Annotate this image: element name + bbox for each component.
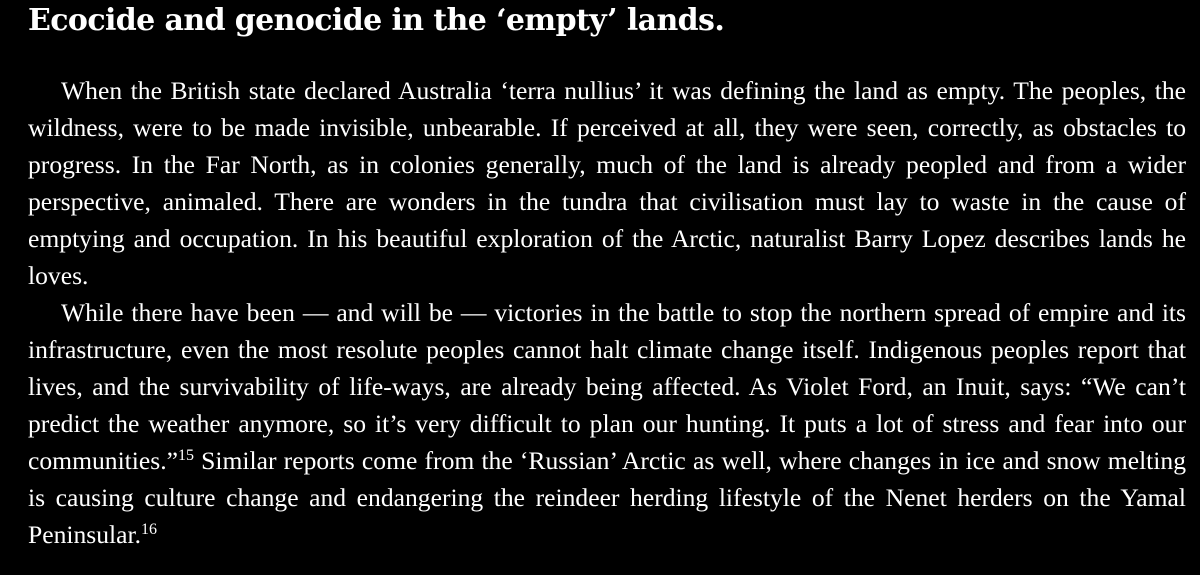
footnote-ref-16[interactable]: 16 <box>141 521 158 538</box>
paragraph-2-text-b: Similar reports come from the ‘Russian’ Arctic as well, where changes in ice and snow melting is causing culture change and endangering the reindeer herding lifestyle of the Nenet herders on the Yamal Peninsular. <box>28 446 1186 549</box>
body-text <box>28 72 1186 553</box>
document-page <box>28 0 1186 553</box>
footnote-ref-15[interactable]: 15 <box>177 447 194 464</box>
paragraph-2 <box>28 294 1186 553</box>
section-heading: Ecocide and genocide in the ‘empty’ lands. <box>28 3 725 38</box>
paragraph-1: When the British state declared Australia ‘terra nullius’ it was defining the land as empty. The peoples, the wildness, were to be made invisible, unbearable. If perceived at all, they were seen, correctly, as obstacles to progress. In the Far North, as in colonies generally, much of the land is already peopled and from a wider perspective, animaled. There are wonders in the tundra that civilisation must lay to waste in the cause of emptying and occupation. In his beautiful exploration of the Arctic, naturalist Barry Lopez describes lands he loves. <box>28 76 1186 290</box>
paragraph-2-text-a: While there have been — and will be — victories in the battle to stop the northern spread of empire and its infrastructure, even the most resolute peoples cannot halt climate change itself. Indigenous peoples report that lives, and the survivability of life-ways, are already being affected. As Violet Ford, an Inuit, says: “We can’t predict the weather anymore, so it’s very difficult to plan our hunting. It puts a lot of stress and fear into our communities.” <box>28 298 1186 475</box>
